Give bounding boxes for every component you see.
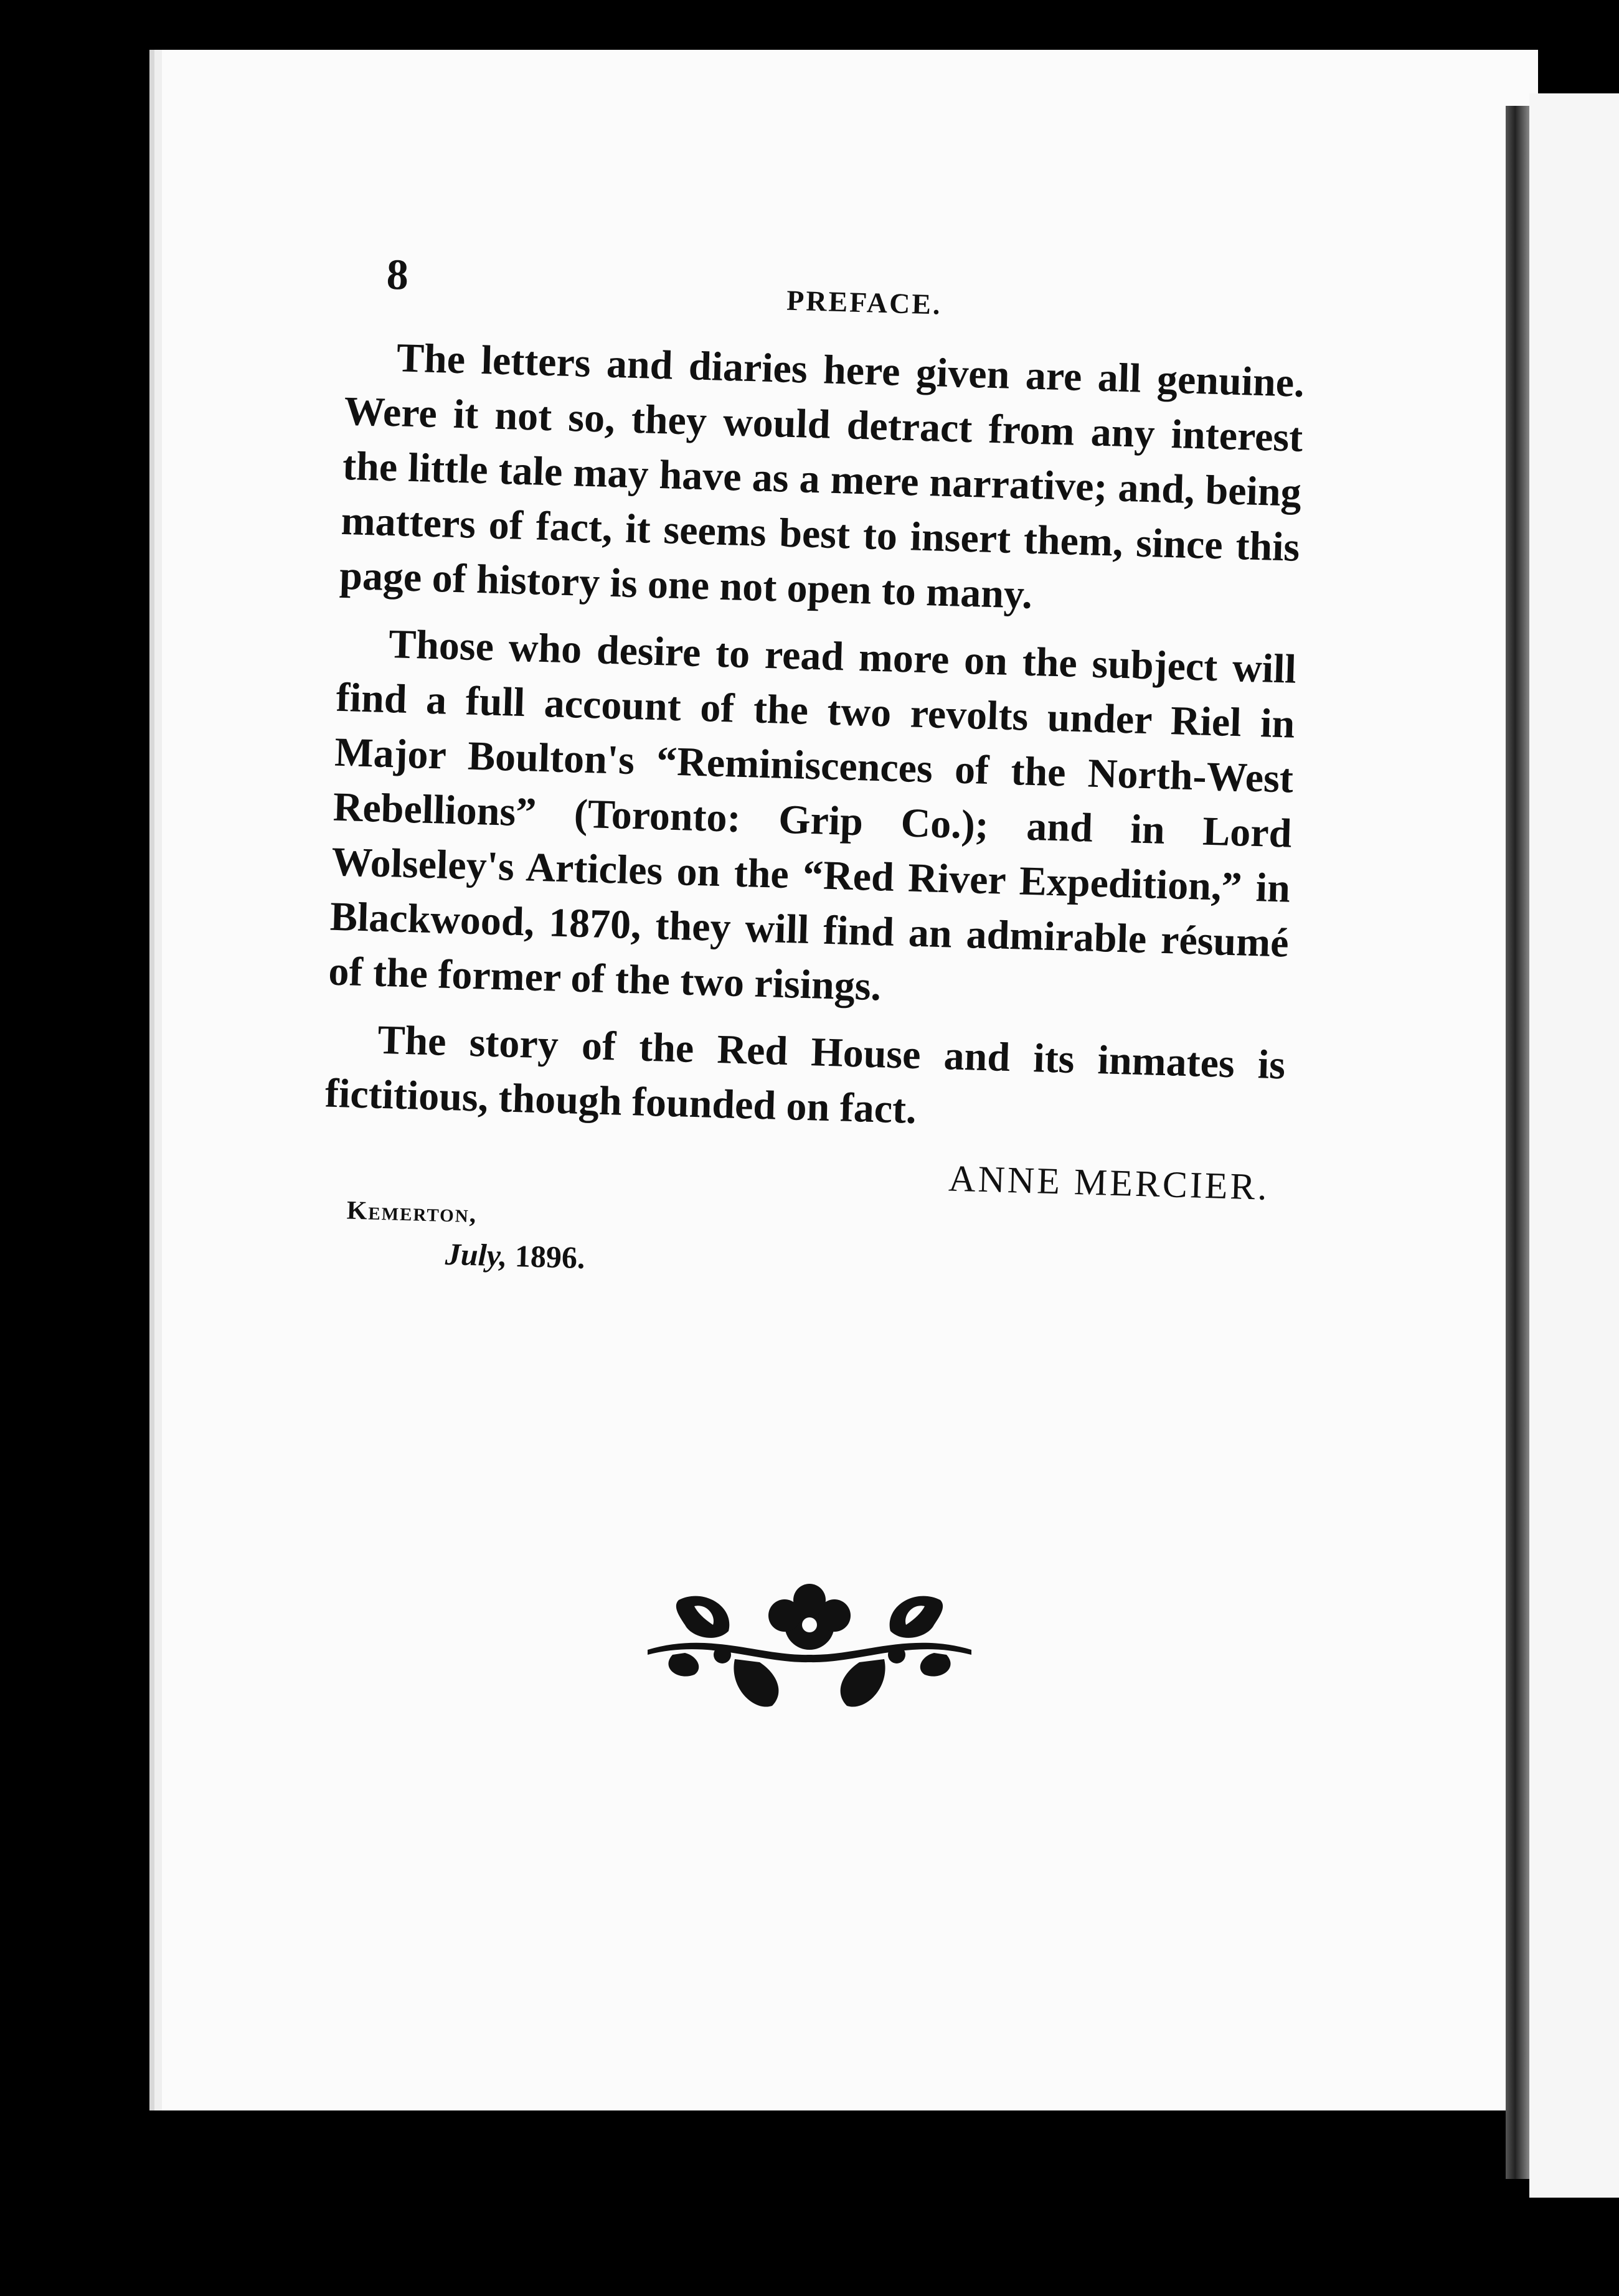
place-line: Kemerton,: [346, 1196, 478, 1229]
date-year: 1896.: [514, 1238, 586, 1276]
paragraph-1: The letters and diaries here given are all genuine. Were it not so, they would detract from any interest the little tale may have as a mere narrative; and, being matters of fact, it seems best to insert them, since this page of history is one not open to many.: [339, 335, 1305, 618]
book-gutter: [1506, 106, 1529, 2179]
paragraph-3: The story of the Red House and its inmates is fictitious, though founded on fact.: [324, 1017, 1286, 1132]
running-head: PREFACE.: [786, 284, 943, 321]
date-month: July,: [445, 1236, 508, 1273]
floral-ornament-icon: [635, 1581, 984, 1724]
facing-page-edge: [1529, 93, 1619, 2198]
page-text-block: [320, 249, 1307, 1295]
author-signature: ANNE MERCIER.: [948, 1157, 1270, 1208]
paragraph-2: Those who desire to read more on the subject will find a full account of the two revolts under Riel in Major Boulton's “Reminiscences of the North-West Rebellions” (Toronto: Grip Co.); and in Lord Wolseley's Articles on the “Red River Expedition,” in Blackwood, 1870, they will find an admirable résumé of the former of the two risings.: [328, 621, 1297, 1010]
page-number: 8: [385, 250, 409, 299]
